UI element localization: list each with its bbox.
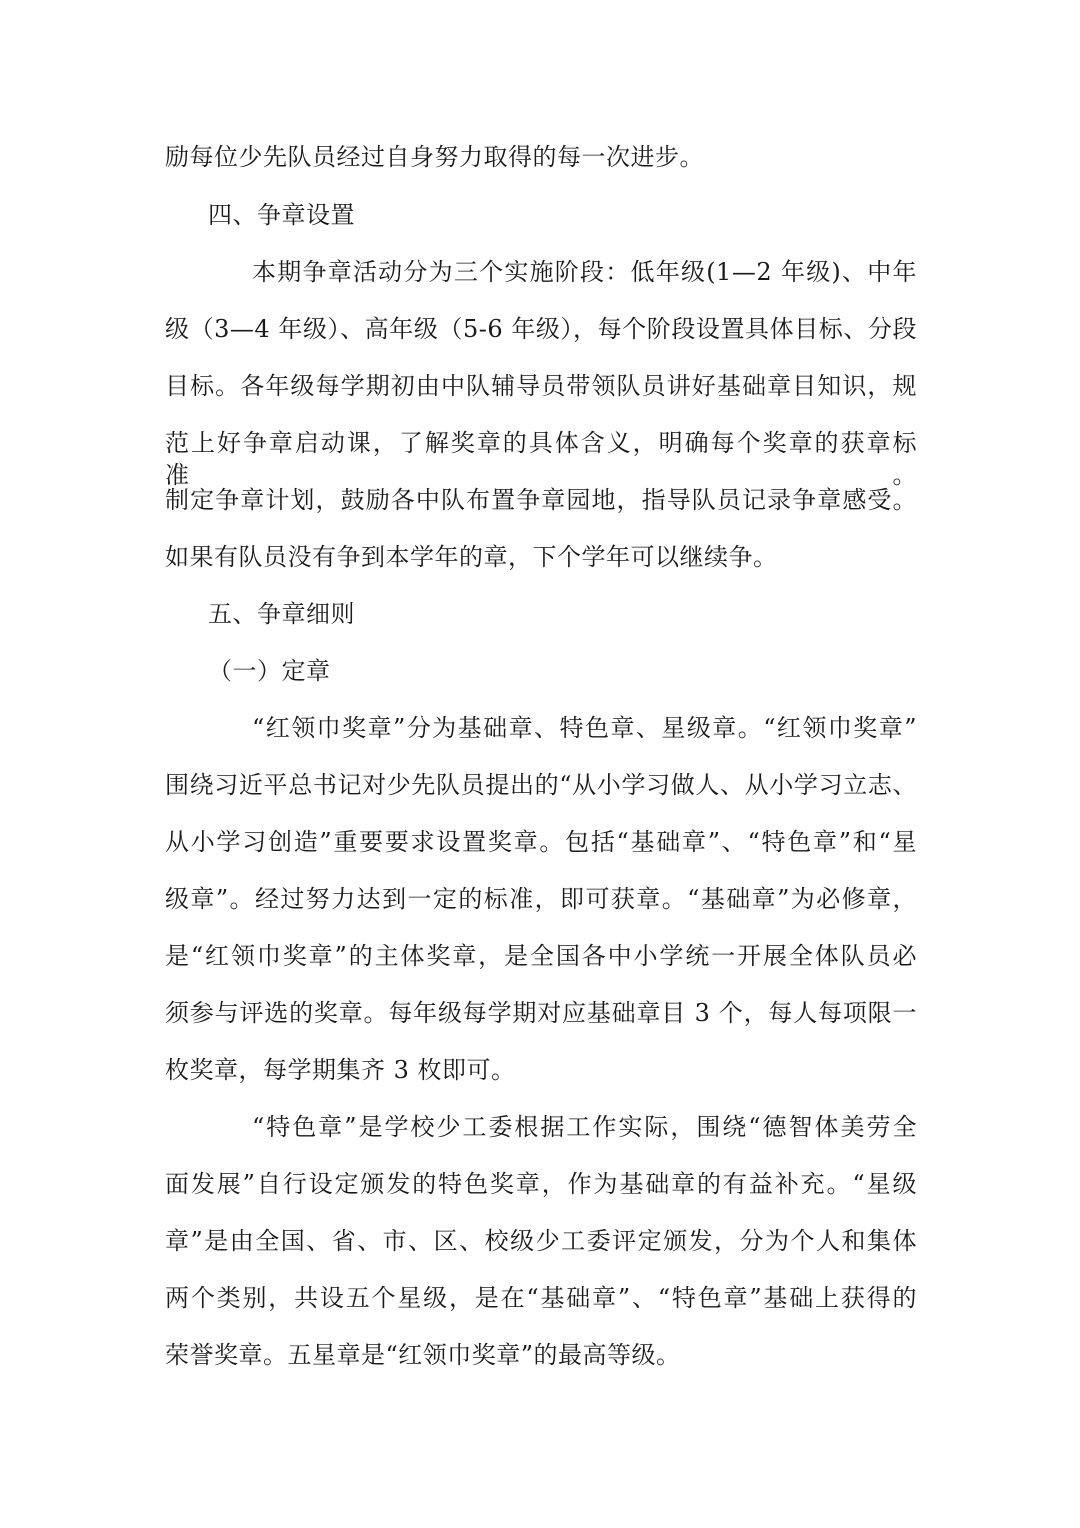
paragraph-line: 枚奖章，每学期集齐 3 枚即可。	[165, 1056, 516, 1084]
paragraph-line: “特色章”是学校少工委根据工作实际，围绕“德智体美劳全	[252, 1113, 917, 1141]
paragraph-line: 须参与评选的奖章。每年级每学期对应基础章目 3 个，每人每项限一	[165, 999, 917, 1027]
paragraph-line: 从小学习创造”重要要求设置奖章。包括“基础章”、“特色章”和“星	[165, 828, 917, 856]
paragraph-line: 级（3—4 年级）、高年级（5-6 年级），每个阶段设置具体目标、分段	[165, 315, 917, 343]
paragraph-line: 是“红领巾奖章”的主体奖章，是全国各中小学统一开展全体队员必	[165, 942, 917, 970]
section-heading-five: 五、争章细则	[208, 600, 355, 628]
paragraph-line: 目标。各年级每学期初由中队辅导员带领队员讲好基础章目知识，规	[165, 372, 917, 400]
paragraph-line: 章”是由全国、省、市、区、校级少工委评定颁发，分为个人和集体	[165, 1227, 917, 1255]
paragraph-line: 励每位少先队员经过自身努力取得的每一次进步。	[165, 143, 704, 171]
paragraph-line: 如果有队员没有争到本学年的章，下个学年可以继续争。	[165, 543, 778, 571]
paragraph-line: 范上好争章启动课，了解奖章的具体含义，明确每个奖章的获章标准。	[165, 429, 917, 489]
paragraph-line: 面发展”自行设定颁发的特色奖章，作为基础章的有益补充。“星级	[165, 1170, 917, 1198]
paragraph-line: 制定争章计划，鼓励各中队布置争章园地，指导队员记录争章感受。	[165, 486, 917, 514]
section-heading-four: 四、争章设置	[208, 201, 355, 229]
paragraph-line: 荣誉奖章。五星章是“红领巾奖章”的最高等级。	[165, 1341, 681, 1369]
paragraph-line: 围绕习近平总书记对少先队员提出的“从小学习做人、从小学习立志、	[165, 771, 917, 799]
paragraph-line: 本期争章活动分为三个实施阶段：低年级(1—2 年级)、中年	[252, 258, 917, 286]
paragraph-line: 两个类别，共设五个星级，是在“基础章”、“特色章”基础上获得的	[165, 1284, 917, 1312]
subsection-heading-one: （一）定章	[208, 657, 331, 685]
paragraph-line: 级章”。经过努力达到一定的标准，即可获章。“基础章”为必修章，	[165, 885, 917, 913]
paragraph-line: “红领巾奖章”分为基础章、特色章、星级章。“红领巾奖章”	[252, 714, 917, 742]
